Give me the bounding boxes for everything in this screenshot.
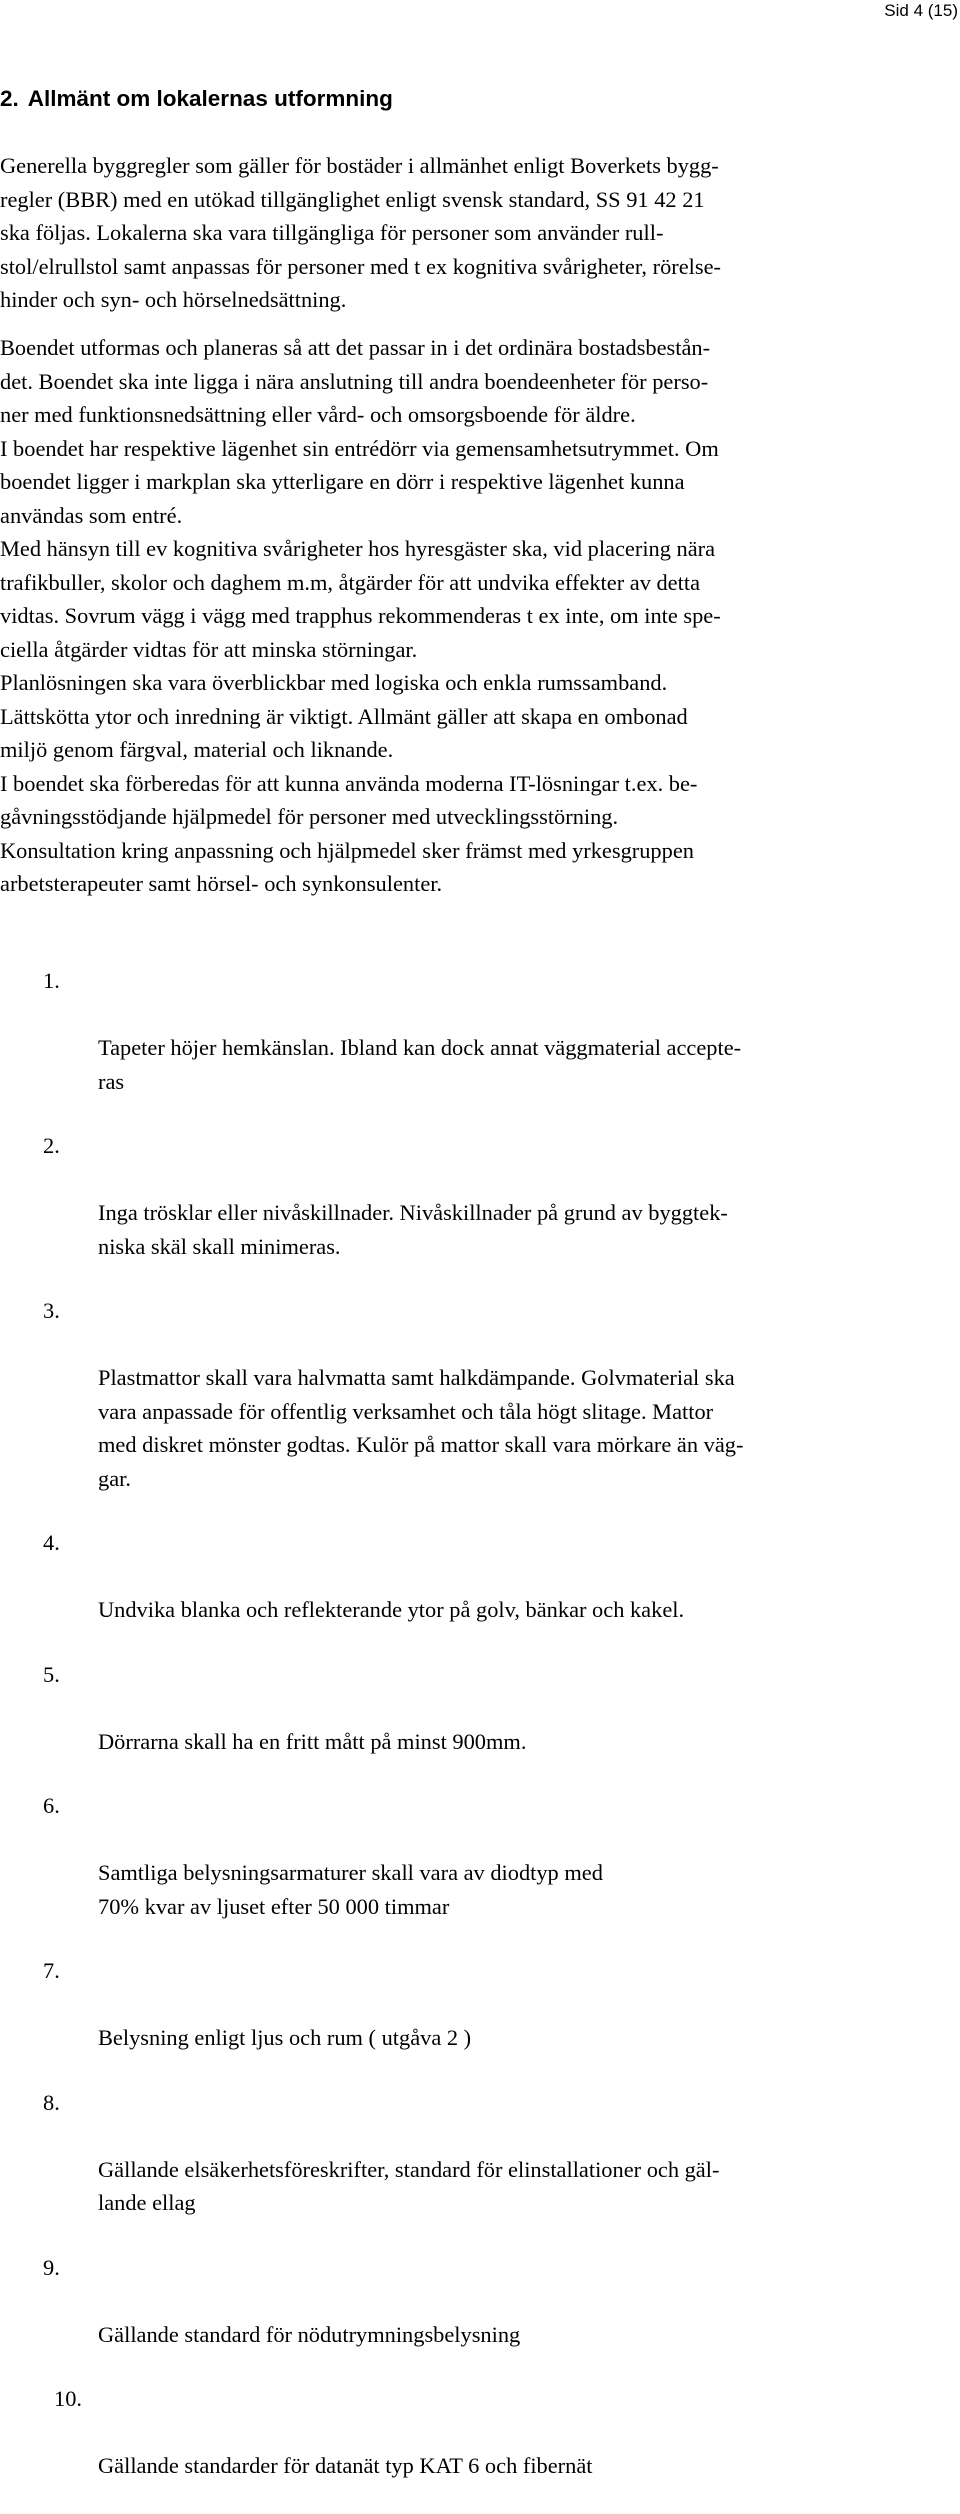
list-item-4	[0, 1526, 946, 1627]
requirements-list	[0, 964, 946, 2514]
list-marker: 9.	[43, 2254, 60, 2280]
section-title: Allmänt om lokalernas utformning	[27, 86, 393, 111]
list-item-7	[0, 1954, 946, 2055]
list-item-text: Gällande standard för nödutrymningsbelysning	[98, 2321, 521, 2347]
list-marker: 2.	[43, 1133, 60, 1158]
list-item-9	[0, 2251, 946, 2352]
list-marker: 6.	[43, 1793, 60, 1818]
section-number: 2.	[0, 86, 19, 111]
page-number: Sid 4 (15)	[884, 1, 958, 20]
list-marker: 10.	[54, 2386, 82, 2411]
list-item-text: Inga trösklar eller nivåskillnader. Nivåskillnader på grund av byggtek- niska skäl skall minimeras.	[98, 1200, 728, 1259]
list-item-10	[0, 2382, 946, 2483]
list-item-text: Tapeter höjer hemkänslan. Ibland kan dock annat väggmaterial accepte- ras	[98, 1035, 742, 1094]
list-marker: 1.	[43, 968, 60, 993]
list-item-8	[0, 2086, 946, 2220]
list-marker: 5.	[43, 1661, 60, 1687]
list-item-text: Gällande elsäkerhetsföreskrifter, standard för elinstallationer och gäl- lande ellag	[98, 2156, 720, 2215]
list-item-text: Plastmattor skall vara halvmatta samt halkdämpande. Golvmaterial ska vara anpassade för offentlig verksamhet och tåla högt slitage. Mattor med diskret mönster godtas. Kulör på mattor skall vara mörkare än väg- gar.	[98, 1365, 744, 1491]
list-item-5	[0, 1658, 946, 1759]
intro-paragraph: Generella byggregler som gäller för bostäder i allmänhet enligt Boverkets bygg- regler (BBR) med en utökad tillgänglighet enligt svensk standard, SS 91 42 21 ska följas. Lokalerna ska vara tillgängliga för personer som använder rull- stol/elrullstol samt anpassas för personer med t ex kognitiva svårigheter, rörelse- hinder och syn- och hörselnedsättning.	[0, 153, 722, 312]
list-marker: 8.	[43, 2089, 60, 2115]
list-marker: 3.	[43, 1298, 60, 1323]
body-paragraph: Boendet utformas och planeras så att det passar in i det ordinära bostadsbestån- det. Boendet ska inte ligga i nära anslutning till andra boendeenheter för perso- ner med funktionsnedsättning eller vård- och omsorgsboende för äldre. I boendet har respektive lägenhet sin entrédörr via gemensamhetsutrymmet. Om boendet ligger i markplan ska ytterligare en dörr i respektive lägenhet kunna användas som entré. Med hänsyn till ev kognitiva svårigheter hos hyresgäster ska, vid placering nära trafikbuller, skolor och daghem m.m, åtgärder för att undvika effekter av detta vidtas. Sovrum vägg i vägg med trapphus rekommenderas t ex inte, om inte spe- ciella åtgärder vidtas för att minska störningar. Planlösningen ska vara överblickbar med logiska och enkla rumssamband. Lättskötta ytor och inredning är viktigt. Allmänt gäller att skapa en ombonad miljö genom färgval, material och liknande. I boendet ska förberedas för att kunna använda moderna IT-lösningar t.ex. be- gåvningsstödjande hjälpmedel för personer med utvecklingsstörning. Konsultation kring anpassning och hjälpmedel sker främst med yrkesgruppen arbetsterapeuter samt hörsel- och synkonsulenter.	[0, 335, 721, 896]
list-item-text: Dörrarna skall ha en fritt mått på minst 900mm.	[98, 1728, 527, 1754]
list-item-text: Belysning enligt ljus och rum ( utgåva 2 )	[98, 2025, 472, 2050]
list-item-text: Gällande standarder för datanät typ KAT 6 och fibernät	[98, 2453, 593, 2478]
list-item-1	[0, 964, 946, 1098]
section-heading	[0, 84, 393, 114]
list-item-2	[0, 1129, 946, 1263]
list-item-6	[0, 1789, 946, 1923]
list-item-3	[0, 1294, 946, 1495]
list-item-text: Samtliga belysningsarmaturer skall vara av diodtyp med 70% kvar av ljuset efter 50 000 timmar	[98, 1860, 603, 1919]
list-marker: 7.	[43, 1958, 60, 1983]
list-item-text: Undvika blanka och reflekterande ytor på golv, bänkar och kakel.	[98, 1597, 685, 1622]
list-marker: 4.	[43, 1530, 60, 1555]
